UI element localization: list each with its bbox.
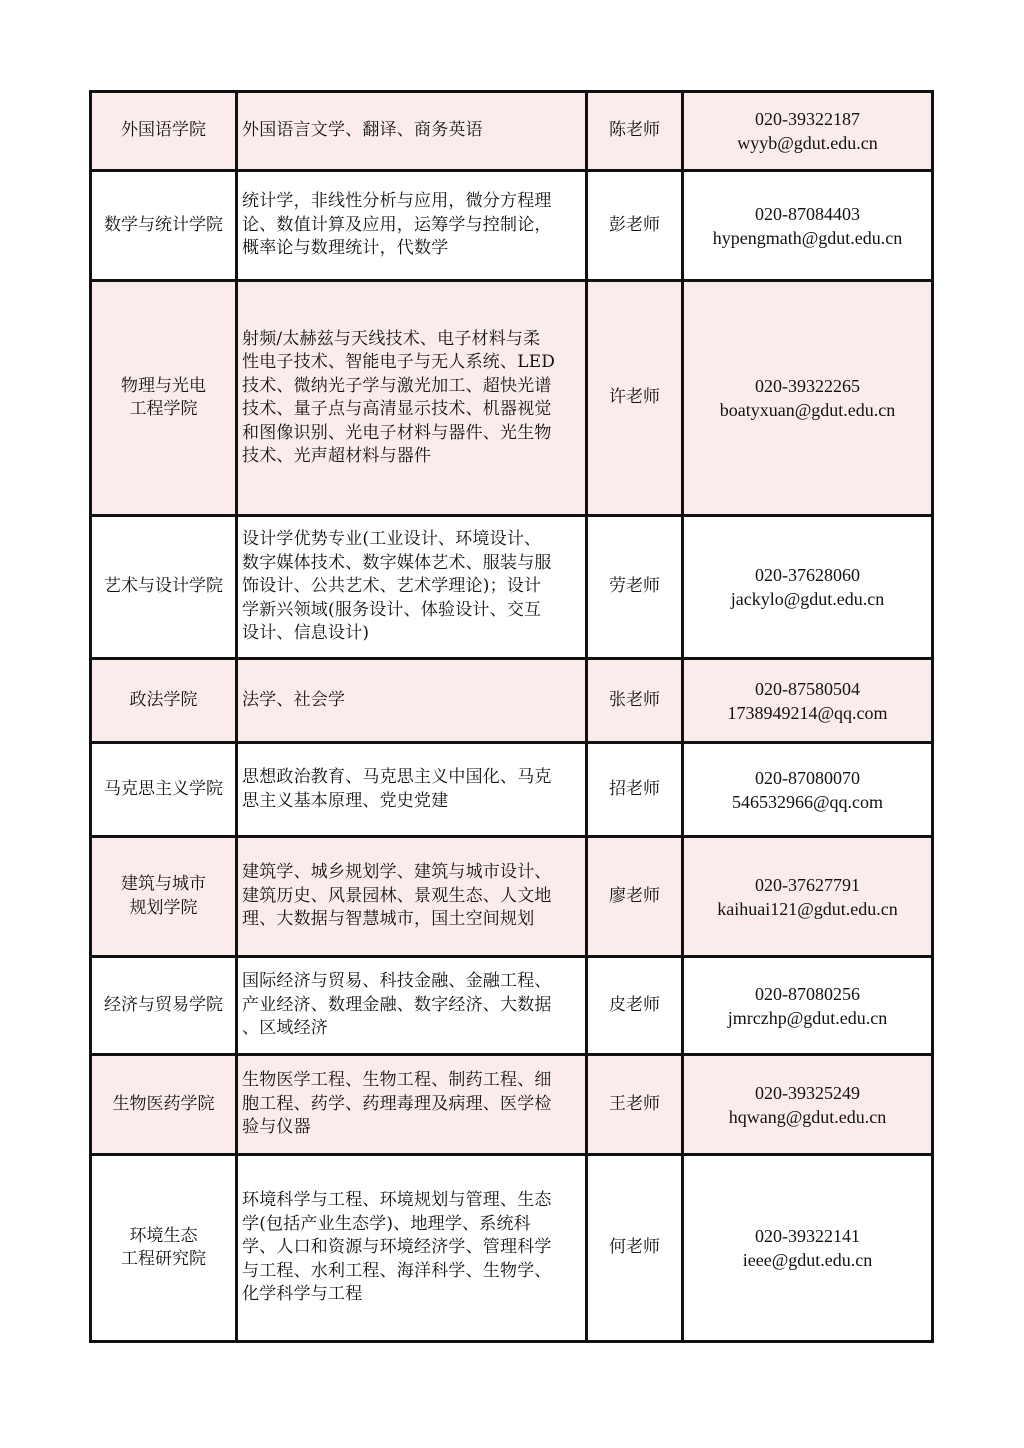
contact-cell (683, 659, 933, 743)
contact-cell (683, 957, 933, 1055)
table-row (91, 957, 933, 1055)
research-fields-line: 与工程、水利工程、海洋科学、生物学、 (242, 1260, 552, 1281)
phone-number: 020-39325249 (755, 1082, 860, 1103)
research-fields-line: 国际经济与贸易、科技金融、金融工程、 (242, 971, 552, 992)
research-fields-line: 胞工程、药学、药理毒理及病理、医学检 (242, 1093, 552, 1114)
table-row (91, 1055, 933, 1155)
research-fields-line: 化学科学与工程 (242, 1284, 363, 1305)
phone-number: 020-87080256 (755, 983, 860, 1004)
table-row (91, 171, 933, 281)
research-fields-line: 性电子技术、智能电子与无人系统、LED (242, 352, 556, 372)
research-fields-cell (237, 92, 587, 171)
research-fields-line: 数字媒体技术、数字媒体艺术、服装与服 (242, 552, 552, 573)
research-fields-line: 建筑历史、风景园林、景观生态、人文地 (242, 885, 552, 906)
research-fields-line: 设计、信息设计) (242, 623, 370, 644)
research-fields-line: 技术、量子点与高清显示技术、机器视觉 (242, 399, 552, 419)
email-address: ieee@gdut.edu.cn (742, 1250, 873, 1270)
phone-number: 020-39322187 (755, 109, 860, 129)
research-fields-cell (237, 837, 587, 957)
teacher-cell: 何老师 (587, 1155, 683, 1342)
contact-cell (683, 171, 933, 281)
research-fields-line: 论、数值计算及应用，运筹学与控制论， (242, 214, 552, 235)
teacher-cell: 招老师 (587, 743, 683, 837)
phone-number: 020-87580504 (755, 678, 860, 699)
phone-number: 020-87080070 (755, 767, 860, 788)
research-fields-line: 理、大数据与智慧城市，国土空间规划 (242, 909, 535, 930)
teacher-cell: 许老师 (587, 281, 683, 516)
college-name-line: 政法学院 (129, 689, 198, 710)
contact-cell (683, 1055, 933, 1155)
research-fields-line: 学(包括产业生态学)、地理学、系统科 (242, 1213, 531, 1234)
table-row (91, 92, 933, 171)
research-fields-line: 外国语言文学、翻译、商务英语 (242, 120, 483, 141)
research-fields-cell (237, 1055, 587, 1155)
college-name-line: 数学与统计学院 (104, 214, 223, 235)
table-row (91, 743, 933, 837)
contact-cell (683, 516, 933, 659)
teacher-cell: 王老师 (587, 1055, 683, 1155)
research-fields-line: 生物医学工程、生物工程、制药工程、细 (242, 1070, 552, 1091)
research-fields-line: 设计学优势专业(工业设计、环境设计、 (242, 529, 542, 550)
research-fields-line: 学、人口和资源与环境经济学、管理科学 (242, 1237, 552, 1258)
contact-cell (683, 281, 933, 516)
table-row (91, 837, 933, 957)
college-name-line: 马克思主义学院 (104, 778, 223, 799)
contact-cell (683, 92, 933, 171)
college-contact-table-container (89, 90, 931, 1343)
teacher-cell: 彭老师 (587, 171, 683, 281)
research-fields-line: 学新兴领域(服务设计、体验设计、交互 (242, 599, 542, 620)
email-address: jackylo@gdut.edu.cn (730, 589, 885, 609)
teacher-cell: 皮老师 (587, 957, 683, 1055)
table-row (91, 1155, 933, 1342)
college-cell (91, 957, 237, 1055)
college-cell (91, 743, 237, 837)
contact-cell (683, 837, 933, 957)
research-fields-line: 概率论与数理统计，代数学 (242, 238, 449, 259)
phone-number: 020-37627791 (755, 874, 860, 895)
email-address: hqwang@gdut.edu.cn (728, 1106, 887, 1127)
college-name-line: 生物医药学院 (112, 1093, 215, 1114)
email-address: jmrczhp@gdut.edu.cn (727, 1007, 888, 1028)
college-cell (91, 92, 237, 171)
research-fields-line: 、区域经济 (242, 1018, 328, 1039)
research-fields-line: 法学、社会学 (242, 689, 346, 710)
college-cell (91, 659, 237, 743)
email-address: 546532966@qq.com (731, 791, 884, 812)
college-name-line: 艺术与设计学院 (104, 576, 223, 597)
phone-number: 020-37628060 (755, 565, 860, 585)
research-fields-cell (237, 1155, 587, 1342)
teacher-cell: 陈老师 (587, 92, 683, 171)
email-address: kaihuai121@gdut.edu.cn (717, 898, 898, 919)
research-fields-line: 建筑学、城乡规划学、建筑与城市设计、 (242, 862, 552, 883)
college-name-line: 经济与贸易学院 (104, 994, 223, 1015)
email-address: boatyxuan@gdut.edu.cn (719, 400, 896, 420)
teacher-cell: 张老师 (587, 659, 683, 743)
research-fields-line: 统计学，非线性分析与应用，微分方程理 (242, 191, 552, 212)
college-cell (91, 1055, 237, 1155)
college-contact-table (89, 90, 934, 1343)
research-fields-line: 环境科学与工程、环境规划与管理、生态 (242, 1190, 552, 1211)
college-cell (91, 281, 237, 516)
college-cell (91, 1155, 237, 1342)
research-fields-cell (237, 171, 587, 281)
college-cell (91, 171, 237, 281)
research-fields-cell (237, 516, 587, 659)
email-address: hypengmath@gdut.edu.cn (712, 227, 903, 248)
research-fields-line: 验与仪器 (242, 1117, 311, 1138)
teacher-cell: 劳老师 (587, 516, 683, 659)
college-name-line: 建筑与城市 (121, 874, 206, 894)
email-address: wyyb@gdut.edu.cn (737, 133, 878, 153)
phone-number: 020-39322265 (755, 376, 860, 396)
college-name-line: 工程学院 (129, 399, 198, 419)
table-row (91, 516, 933, 659)
table-row (91, 659, 933, 743)
college-cell (91, 837, 237, 957)
college-name-line: 环境生态 (129, 1225, 198, 1246)
teacher-cell: 廖老师 (587, 837, 683, 957)
research-fields-cell (237, 659, 587, 743)
table-body (91, 92, 933, 1342)
research-fields-cell (237, 743, 587, 837)
research-fields-line: 思主义基本原理、党史党建 (242, 790, 449, 811)
research-fields-line: 思想政治教育、马克思主义中国化、马克 (242, 767, 552, 787)
research-fields-cell (237, 957, 587, 1055)
research-fields-line: 技术、微纳光子学与激光加工、超快光谱 (242, 375, 552, 396)
email-address: 1738949214@qq.com (727, 702, 888, 723)
college-cell (91, 516, 237, 659)
college-name-line: 规划学院 (129, 897, 198, 918)
research-fields-line: 射频/太赫兹与天线技术、电子材料与柔 (242, 328, 541, 349)
research-fields-line: 饰设计、公共艺术、艺术学理论)；设计 (242, 576, 542, 597)
research-fields-line: 产业经济、数理金融、数字经济、大数据 (242, 994, 552, 1015)
research-fields-line: 和图像识别、光电子材料与器件、光生物 (242, 422, 552, 443)
college-name-line: 工程研究院 (121, 1249, 206, 1269)
research-fields-cell (237, 281, 587, 516)
college-name-line: 物理与光电 (121, 375, 206, 396)
phone-number: 020-39322141 (755, 1226, 860, 1246)
contact-cell (683, 743, 933, 837)
research-fields-line: 技术、光声超材料与器件 (242, 446, 432, 466)
contact-cell (683, 1155, 933, 1342)
phone-number: 020-87084403 (755, 203, 860, 224)
table-row (91, 281, 933, 516)
college-name-line: 外国语学院 (121, 120, 206, 141)
